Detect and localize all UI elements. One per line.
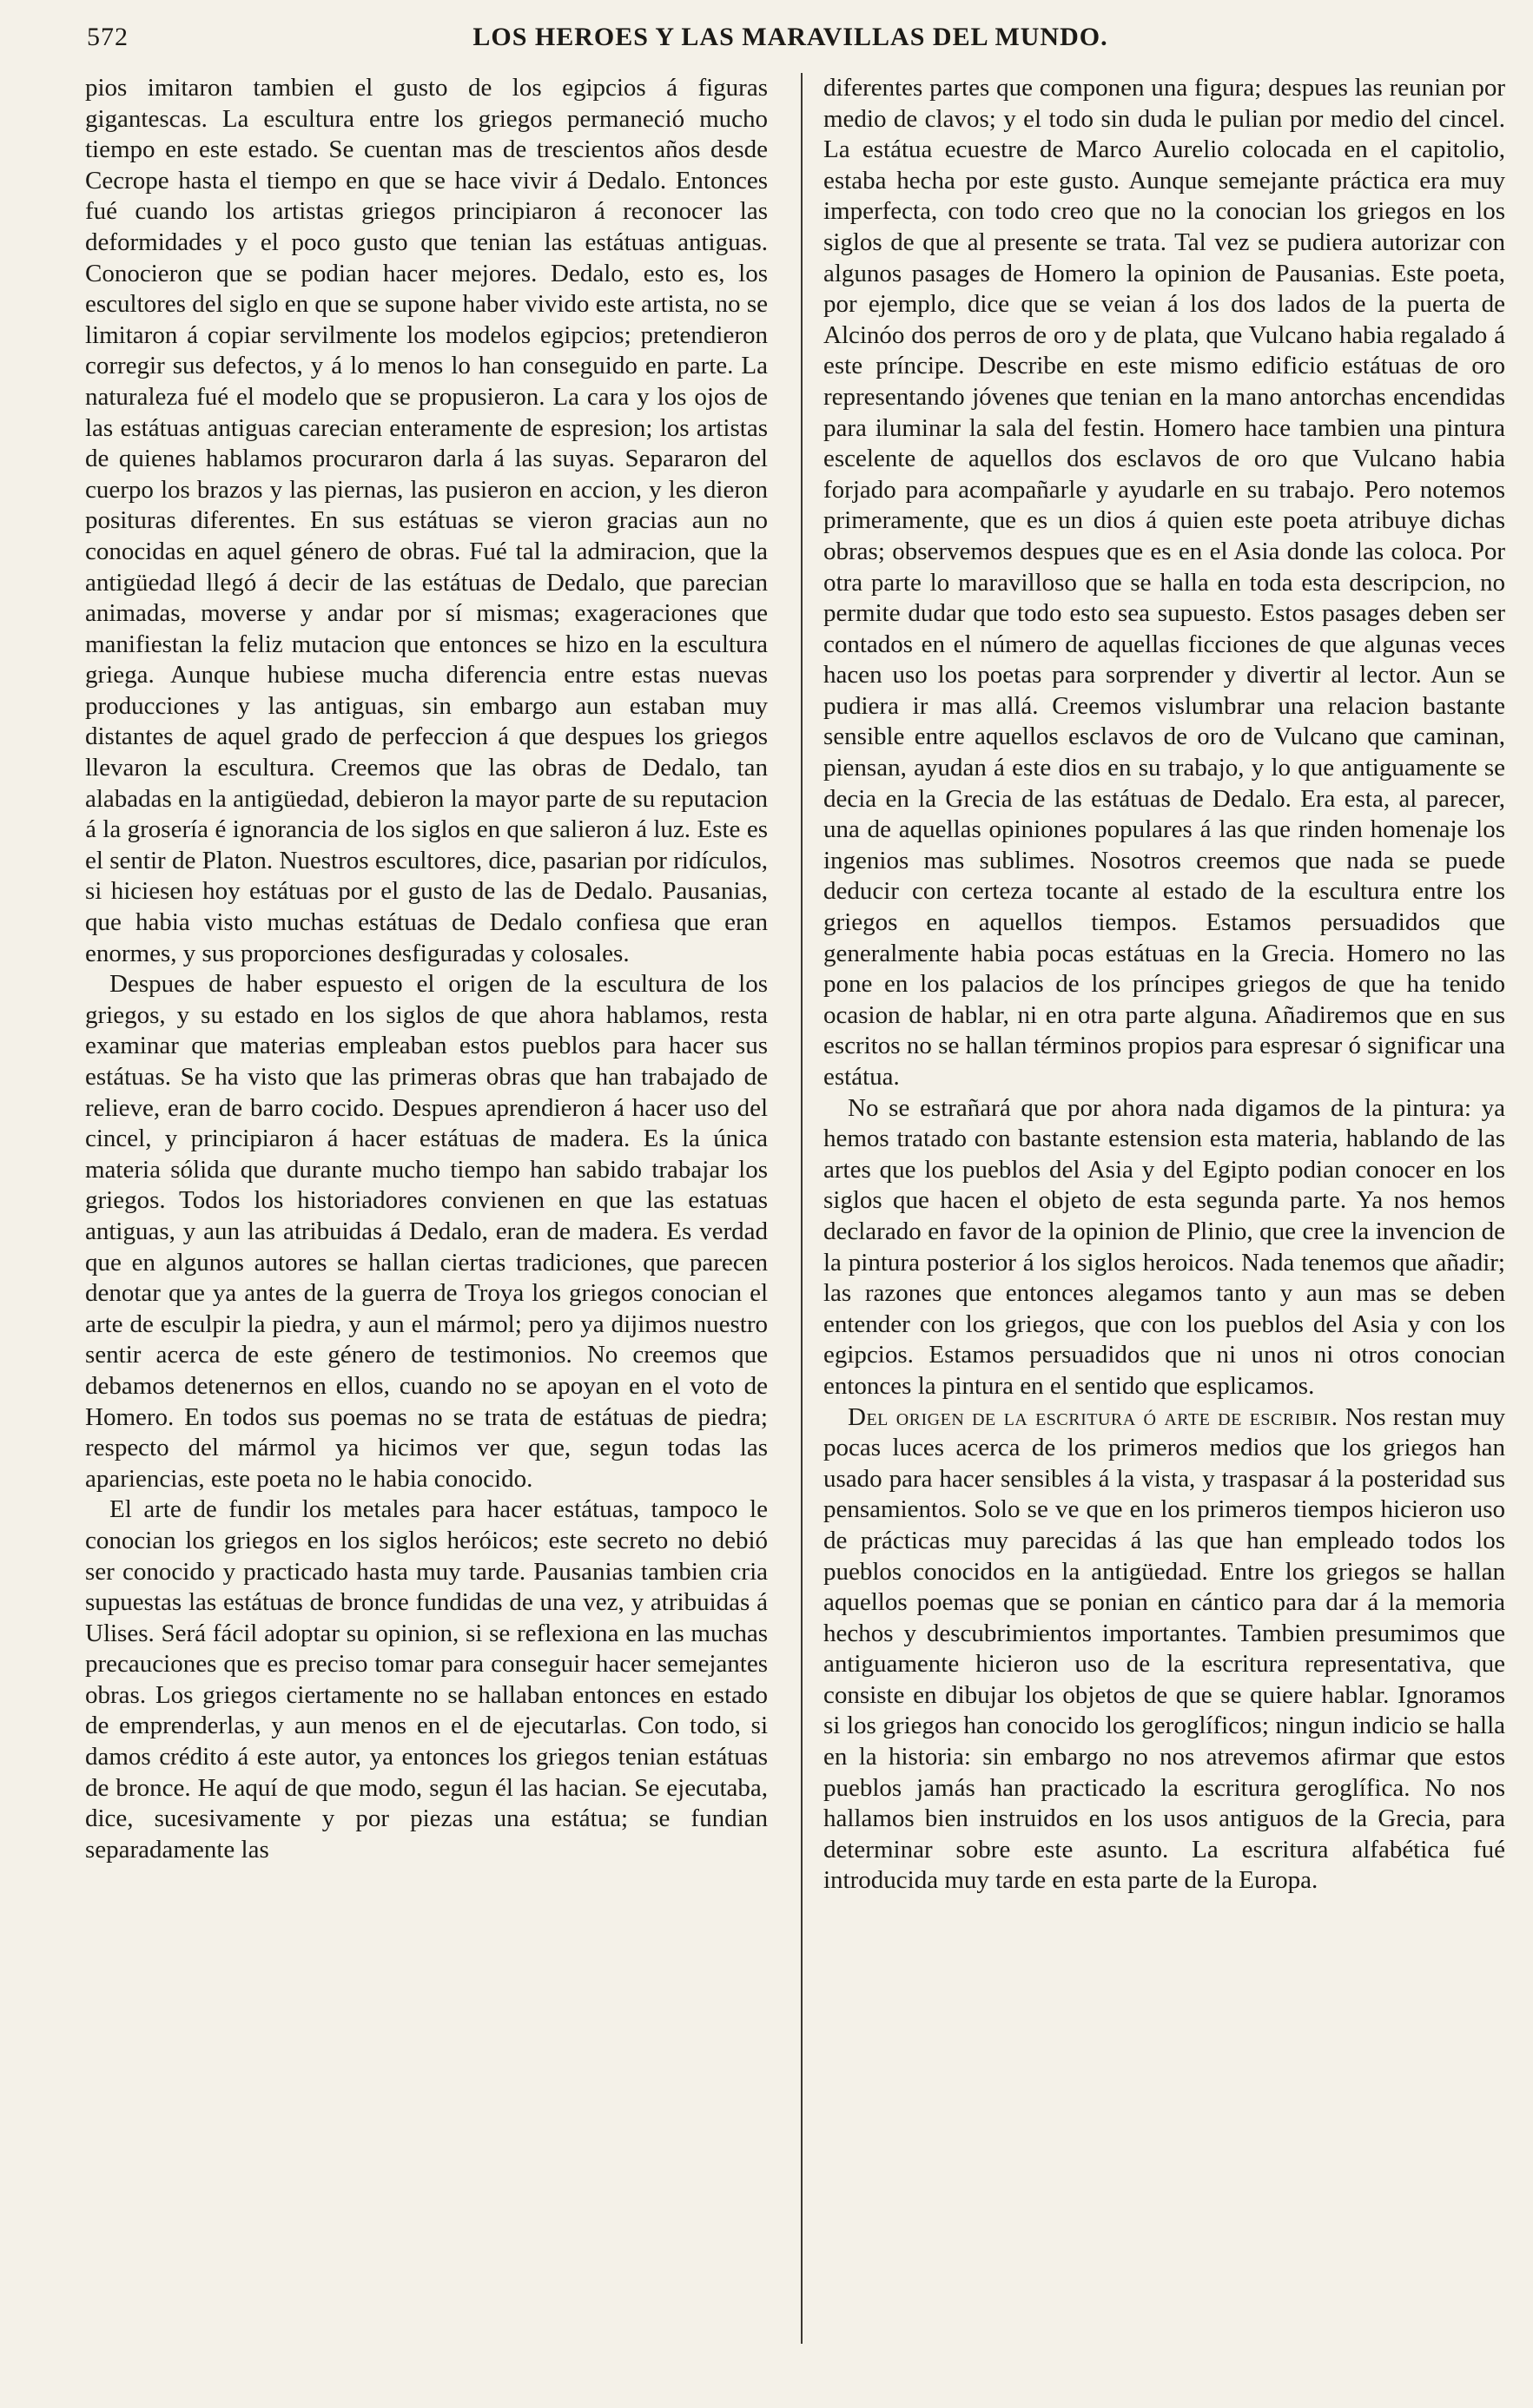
paragraph xyxy=(823,1402,1505,1897)
left-column xyxy=(85,73,768,2348)
column-divider xyxy=(801,73,803,2344)
running-title: LOS HEROES Y LAS MARAVILLAS DEL MUNDO. xyxy=(472,23,1108,51)
paragraph: No se estrañará que por ahora nada digamos de la pintura: ya hemos tratado con bastante estension esta materia, hablando de las artes que los pueblos del Asia y del Egipto podian conocer en los siglos que hacen el objeto de esta segunda parte. Ya nos hemos declarado en favor de la opinion de Plinio, que cree la invencion de la pintura posterior á los siglos heroicos. Nada tenemos que añadir; las razones que entonces alegamos tanto y aun mas se deben entender con los griegos, que con los pueblos del Asia y con los egipcios. Estamos persuadidos que ni unos ni otros conocian entonces la pintura en el sentido que esplicamos. xyxy=(823,1093,1505,1400)
paragraph-text: Nos restan muy pocas luces acerca de los primeros medios que los griegos han usado para hacer sensibles á la vista, y traspasar á la posteridad sus pensamientos. Solo se ve que en los primeros tiempos hicieron uso de prácticas muy parecidas á las que han empleado todos los pueblos conocidos en la antigüedad. Entre los griegos se hallan aquellos poemas que se ponian en cántico para dar á la memoria hechos y descubrimientos importantes. Tambien presumimos que antiguamente hicieron uso de la escritura representativa, que consiste en dibujar los objetos de que se quiere hablar. Ignoramos si los griegos han conocido los geroglíficos; ningun indicio se halla en la historia: sin embargo no nos atrevemos afirmar que estos pueblos jamás han practicado la escritura geroglífica. No nos hallamos bien instruidos en los usos antiguos de la Grecia, para determinar sobre este asunto. La escritura alfabética fué introducida muy tarde en esta parte de la Europa. xyxy=(823,1402,1505,1895)
paragraph: El arte de fundir los metales para hacer estátuas, tampoco le conocian los griegos en los siglos heróicos; este secreto no debió ser conocido y practicado hasta muy tarde. Pausanias tambien cria supuestas las estátuas de bronce fundidas de una vez, y atribuidas á Ulises. Será fácil adoptar su opinion, si se reflexiona en las muchas precauciones que es preciso tomar para conseguir hacer semejantes obras. Los griegos ciertamente no se hallaban entonces en estado de emprenderlas, y aun menos en el de ejecutarlas. Con todo, si damos crédito á este autor, ya entonces los griegos tenian estátuas de bronce. He aquí de que modo, segun él las hacian. Se ejecutaba, dice, sucesivamente y por piezas una estátua; se fundian separadamente las xyxy=(85,1495,768,1864)
page-header xyxy=(87,19,1494,61)
right-column xyxy=(823,73,1505,2348)
section-heading: Del origen de la escritura ó arte de escribir. xyxy=(848,1402,1338,1431)
paragraph: diferentes partes que componen una figura; despues las reunian por medio de clavos; y el todo sin duda le pulian por medio del cincel. La estátua ecuestre de Marco Aurelio colocada en el capitolio, estaba hecha por este gusto. Aunque semejante práctica era muy imperfecta, con todo creo que no la conocian los griegos en los siglos de que al presente se trata. Tal vez se pudiera autorizar con algunos pasages de Homero la opinion de Pausanias. Este poeta, por ejemplo, dice que se veian á los dos lados de la puerta de Alcinóo dos perros de oro y de plata, que Vulcano habia regalado á este príncipe. Describe en este mismo edificio estátuas de oro representando jóvenes que tenian en la mano antorchas encendidas para iluminar la sala del festin. Homero hace tambien una pintura escelente de aquellos dos esclavos de oro que Vulcano habia forjado para acompañarle y ayudarle en su trabajo. Pero notemos primeramente, que es un dios á quien este poeta atribuye dichas obras; observemos despues que es en el Asia donde las coloca. Por otra parte lo maravilloso que se halla en toda esta descripcion, no permite dudar que todo esto sea supuesto. Estos pasages deben ser contados en el número de aquellas ficciones de que algunas veces hacen uso los poetas para sorprender y divertir al lector. Aun se pudiera ir mas allá. Creemos vislumbrar una relacion bastante sensible entre aquellos esclavos de oro de Vulcano que caminan, piensan, ayudan á este dios en su trabajo, y lo que antiguamente se decia en la Grecia de las estátuas de Dedalo. Era esta, al parecer, una de aquellas opiniones populares á las que rinden homenaje los ingenios mas sublimes. Nosotros creemos que nada se puede deducir con certeza tocante al estado de la escultura entre los griegos en aquellos tiempos. Estamos persuadidos que generalmente habia pocas estátuas en la Grecia. Homero no las pone en los palacios de los príncipes griegos de que ha tenido ocasion de hablar, ni en otra parte alguna. Añadiremos que en sus escritos no se hallan términos propios para espresar ó significar una estátua. xyxy=(823,74,1505,1091)
page-number: 572 xyxy=(87,23,129,51)
paragraph: Despues de haber espuesto el origen de la escultura de los griegos, y su estado en los siglos de que ahora hablamos, resta examinar que materias empleaban estos pueblos para hacer sus estátuas. Se ha visto que las primeras obras que han trabajado de relieve, eran de barro cocido. Despues aprendieron á hacer uso del cincel, y principiaron á hacer estátuas de madera. Es la única materia sólida que durante mucho tiempo han sabido trabajar los griegos. Todos los historiadores convienen en que las estatuas antiguas, y aun las atribuidas á Dedalo, eran de madera. Es verdad que en algunos autores se hallan ciertas tradiciones, que parecen denotar que ya antes de la guerra de Troya los griegos conocian el arte de esculpir la piedra, y aun el mármol; pero ya dijimos nuestro sentir acerca de este género de testimonios. No creemos que debamos detenernos en ellos, cuando no se apoyan en el voto de Homero. En todos sus poemas no se trata de estátuas de piedra; respecto del mármol ya hicimos ver que, segun todas las apariencias, este poeta no le habia conocido. xyxy=(85,970,768,1493)
paragraph: pios imitaron tambien el gusto de los egipcios á figuras gigantescas. La escultura entre los griegos permaneció mucho tiempo en este estado. Se cuentan mas de trescientos años desde Cecrope hasta el tiempo en que se hace vivir á Dedalo. Entonces fué cuando los artistas griegos principiaron á reconocer las deformidades y el poco gusto que tenian las estátuas antiguas. Conocieron que se podian hacer mejores. Dedalo, esto es, los escultores del siglo en que se supone haber vivido este artista, no se limitaron á copiar servilmente los modelos egipcios; pretendieron corregir sus defectos, y á lo menos lo han conseguido en parte. La naturaleza fué el modelo que se propusieron. La cara y los ojos de las estátuas antiguas carecian enteramente de espresion; los artistas de quienes hablamos procuraron darla á las suyas. Separaron del cuerpo los brazos y las piernas, las pusieron en accion, y les dieron posituras diferentes. En sus estátuas se vieron gracias aun no conocidas en aquel género de obras. Fué tal la admiracion, que la antigüedad llegó á decir de las estátuas de Dedalo, que parecian animadas, moverse y andar por sí mismas; exageraciones que manifiestan la feliz mutacion que entonces se hizo en la escultura griega. Aunque hubiese mucha diferencia entre estas nuevas producciones y las antiguas, sin embargo aun estaban muy distantes de aquel grado de perfeccion á que despues los griegos llevaron la escultura. Creemos que las obras de Dedalo, tan alabadas en la antigüedad, debieron la mayor parte de su reputacion á la grosería é ignorancia de los siglos en que salieron á luz. Este es el sentir de Platon. Nuestros escultores, dice, pasarian por ridículos, si hiciesen hoy estátuas por el gusto de las de Dedalo. Pausanias, que habia visto muchas estátuas de Dedalo confiesa que eran enormes, y sus proporciones desfiguradas y colosales. xyxy=(85,74,768,967)
